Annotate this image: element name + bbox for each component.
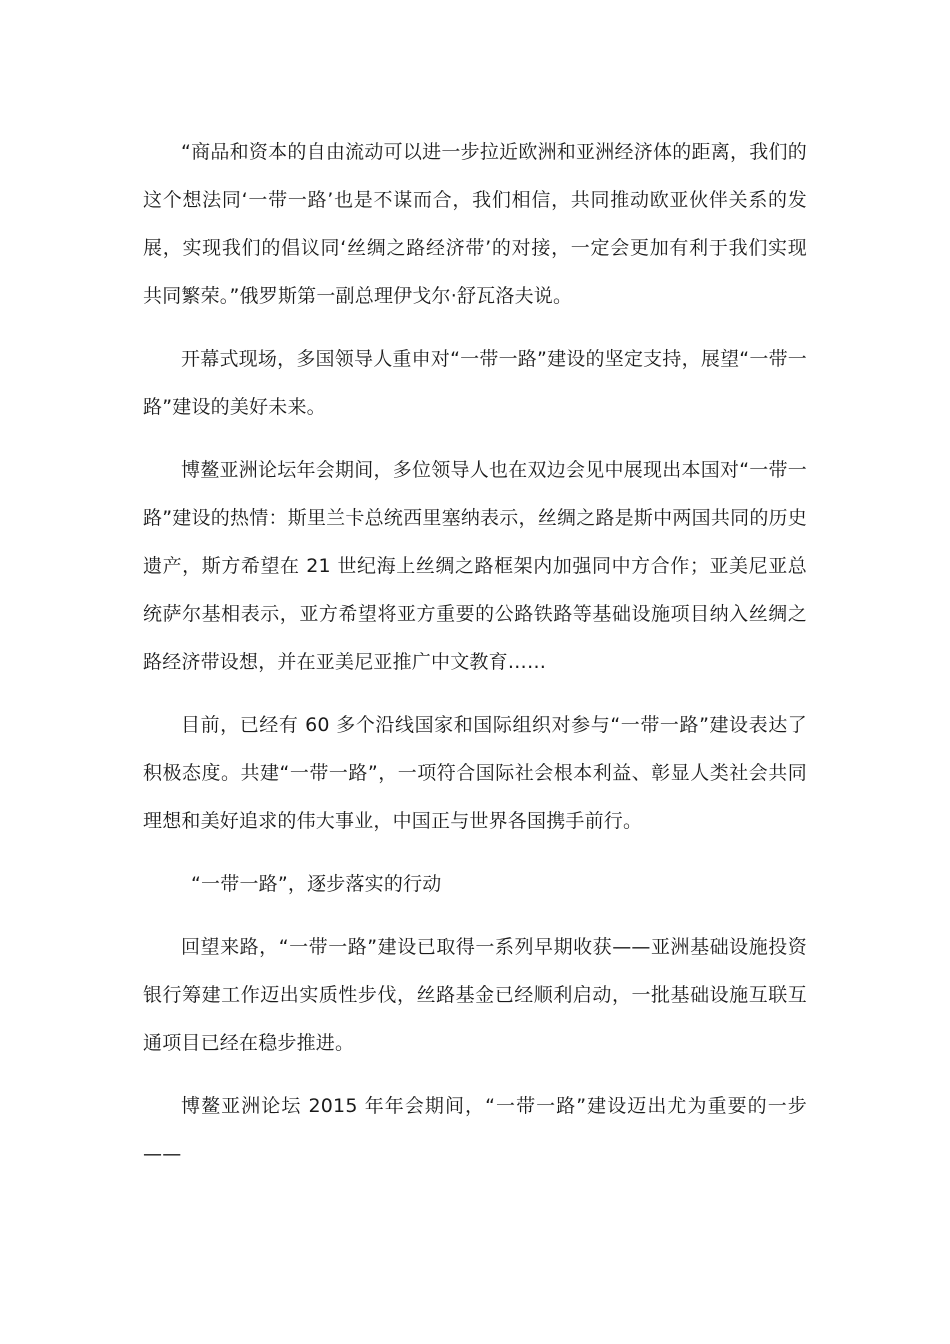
paragraph: 博鳌亚洲论坛年会期间，多位领导人也在双边会见中展现出本国对“一带一路”建设的热情：斯里兰卡总统西里塞纳表示，丝绸之路是斯中两国共同的历史遗产，斯方希望在 21 世纪海上丝绸之路框架内加强同中方合作；亚美尼亚总统萨尔基相表示，亚方希望将亚方重要的公路铁路等基础设施项目纳入丝绸之路经济带设想，并在亚美尼亚推广中文教育…… (143, 459, 807, 673)
paragraph: 回望来路，“一带一路”建设已取得一系列早期收获——亚洲基础设施投资银行筹建工作迈出实质性步伐，丝路基金已经顺利启动，一批基础设施互联互通项目已经在稳步推进。 (143, 936, 807, 1054)
document-body (143, 128, 807, 1193)
paragraph: 博鳌亚洲论坛 2015 年年会期间，“一带一路”建设迈出尤为重要的一步—— (143, 1095, 807, 1165)
paragraph: 开幕式现场，多国领导人重申对“一带一路”建设的坚定支持，展望“一带一路”建设的美好未来。 (143, 348, 807, 418)
paragraph: 目前，已经有 60 多个沿线国家和国际组织对参与“一带一路”建设表达了积极态度。共建“一带一路”，一项符合国际社会根本利益、彰显人类社会共同理想和美好追求的伟大事业，中国正与世界各国携手前行。 (143, 714, 807, 832)
paragraph: “商品和资本的自由流动可以进一步拉近欧洲和亚洲经济体的距离，我们的这个想法同‘一带一路’也是不谋而合，我们相信，共同推动欧亚伙伴关系的发展，实现我们的倡议同‘丝绸之路经济带’的对接，一定会更加有利于我们实现共同繁荣。”俄罗斯第一副总理伊戈尔·舒瓦洛夫说。 (143, 141, 807, 307)
section-heading: “一带一路”，逐步落实的行动 (191, 873, 442, 895)
